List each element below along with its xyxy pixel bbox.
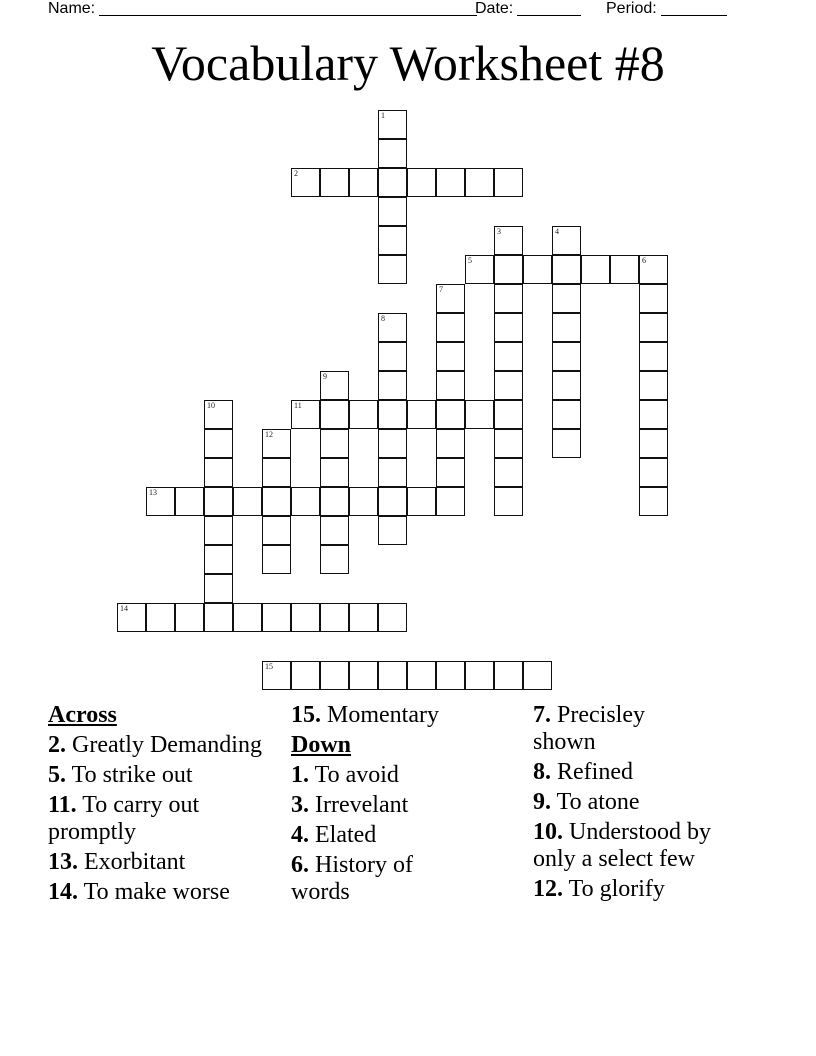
clue-number: 1. [291, 762, 309, 788]
crossword-cell[interactable] [465, 400, 494, 429]
crossword-cell[interactable] [262, 661, 291, 690]
crossword-cell[interactable] [494, 284, 523, 313]
clue-number-label: 2 [294, 169, 298, 178]
crossword-cell[interactable] [407, 400, 436, 429]
clue-down-4 [291, 822, 491, 849]
clue-column-3 [533, 702, 748, 906]
clue-text: To glorify [568, 876, 665, 902]
clue-number-label: 11 [294, 401, 302, 410]
clue-number-label: 9 [323, 372, 327, 381]
crossword-cell[interactable] [494, 255, 523, 284]
crossword-cell[interactable] [436, 429, 465, 458]
clue-number-label: 12 [265, 430, 273, 439]
crossword-cell[interactable] [407, 661, 436, 690]
clue-across-13 [48, 849, 278, 876]
crossword-cell[interactable] [320, 603, 349, 632]
clue-number: 14. [48, 879, 78, 905]
clue-text: Understood by only a select few [533, 819, 711, 872]
crossword-cell[interactable] [204, 487, 233, 516]
crossword-cell[interactable] [320, 458, 349, 487]
crossword-cell[interactable] [639, 371, 668, 400]
clue-number: 10. [533, 819, 563, 845]
crossword-cell[interactable] [291, 400, 320, 429]
crossword-cell[interactable] [175, 603, 204, 632]
clue-text: Momentary [327, 702, 439, 728]
clue-column-1 [48, 702, 278, 909]
crossword-cell[interactable] [320, 429, 349, 458]
crossword-cell[interactable] [320, 661, 349, 690]
crossword-cell[interactable] [204, 545, 233, 574]
clue-number-label: 7 [439, 285, 443, 294]
crossword-cell[interactable] [320, 400, 349, 429]
clue-number: 2. [48, 732, 66, 758]
crossword-cell[interactable] [378, 342, 407, 371]
clue-number-label: 8 [381, 314, 385, 323]
name-label: Name: [48, 0, 96, 17]
clue-down-7 [533, 702, 673, 756]
crossword-cell[interactable] [494, 661, 523, 690]
crossword-cell[interactable] [639, 255, 668, 284]
clue-number-label: 4 [555, 227, 559, 236]
crossword-cell[interactable] [175, 487, 204, 516]
crossword-cell[interactable] [552, 342, 581, 371]
clue-text: Irrevelant [315, 792, 409, 818]
crossword-cell[interactable] [291, 661, 320, 690]
clue-down-8 [533, 759, 748, 786]
clue-number-label: 3 [497, 227, 501, 236]
crossword-cell[interactable] [436, 400, 465, 429]
crossword-cell[interactable] [639, 313, 668, 342]
crossword-cell[interactable] [436, 168, 465, 197]
crossword-cell[interactable] [552, 400, 581, 429]
crossword-cell[interactable] [320, 487, 349, 516]
clue-number-label: 1 [381, 111, 385, 120]
crossword-cell[interactable] [552, 429, 581, 458]
crossword-cell[interactable] [639, 400, 668, 429]
crossword-cell[interactable] [204, 603, 233, 632]
crossword-cell[interactable] [494, 429, 523, 458]
period-label: Period: [606, 0, 657, 17]
clue-number: 8. [533, 759, 551, 785]
crossword-cell[interactable] [291, 168, 320, 197]
crossword-cell[interactable] [378, 400, 407, 429]
crossword-cell[interactable] [320, 371, 349, 400]
clue-down-3 [291, 792, 491, 819]
clue-down-9 [533, 789, 748, 816]
crossword-cell[interactable] [378, 603, 407, 632]
clue-number: 7. [533, 702, 551, 728]
clue-number-label: 5 [468, 256, 472, 265]
clue-number: 13. [48, 849, 78, 875]
page-title: Vocabulary Worksheet #8 [151, 35, 665, 91]
crossword-cell[interactable] [233, 603, 262, 632]
clue-down-12 [533, 876, 748, 903]
crossword-cell[interactable] [378, 197, 407, 226]
crossword-cell[interactable] [639, 458, 668, 487]
clue-text: Precisley shown [533, 702, 645, 755]
crossword-cell[interactable] [523, 255, 552, 284]
crossword-cell[interactable] [349, 400, 378, 429]
crossword-cell[interactable] [465, 255, 494, 284]
crossword-cell[interactable] [436, 371, 465, 400]
crossword-cell[interactable] [494, 458, 523, 487]
crossword-cell[interactable] [378, 110, 407, 139]
crossword-cell[interactable] [233, 487, 262, 516]
crossword-cell[interactable] [204, 516, 233, 545]
clue-number-label: 14 [120, 604, 128, 613]
crossword-cell[interactable] [349, 603, 378, 632]
crossword-cell[interactable] [378, 168, 407, 197]
crossword-cell[interactable] [378, 516, 407, 545]
clue-text: To atone [556, 789, 640, 815]
clue-text: Refined [557, 759, 633, 785]
clue-across-11 [48, 792, 278, 846]
crossword-cell[interactable] [552, 284, 581, 313]
clue-across-2 [48, 732, 278, 759]
crossword-cell[interactable] [436, 661, 465, 690]
crossword-cell[interactable] [378, 371, 407, 400]
crossword-cell[interactable] [378, 458, 407, 487]
crossword-cell[interactable] [204, 400, 233, 429]
clue-text: To avoid [314, 762, 399, 788]
crossword-cell[interactable] [407, 487, 436, 516]
crossword-cell[interactable] [436, 458, 465, 487]
crossword-cell[interactable] [378, 139, 407, 168]
crossword-cell[interactable] [146, 487, 175, 516]
clue-across-14 [48, 879, 278, 906]
clue-text: To carry out promptly [48, 792, 200, 845]
clue-text: To make worse [83, 879, 230, 905]
clue-down-6 [291, 852, 441, 906]
crossword-cell[interactable] [436, 342, 465, 371]
clue-number: 15. [291, 702, 321, 728]
crossword-cell[interactable] [262, 603, 291, 632]
clue-number: 3. [291, 792, 309, 818]
crossword-cell[interactable] [465, 168, 494, 197]
crossword-cell[interactable] [436, 487, 465, 516]
crossword-cell[interactable] [639, 487, 668, 516]
crossword-cell[interactable] [146, 603, 175, 632]
crossword-cell[interactable] [320, 168, 349, 197]
crossword-cell[interactable] [552, 371, 581, 400]
crossword-cell[interactable] [494, 487, 523, 516]
clue-text: Elated [315, 822, 377, 848]
crossword-cell[interactable] [581, 255, 610, 284]
crossword-cell[interactable] [523, 661, 552, 690]
clue-text: Greatly Demanding [72, 732, 262, 758]
clue-down-1 [291, 762, 491, 789]
crossword-cell[interactable] [262, 487, 291, 516]
clue-text: History of words [291, 852, 413, 905]
crossword-cell[interactable] [262, 429, 291, 458]
clue-number: 11. [48, 792, 77, 818]
clue-down-10 [533, 819, 748, 873]
crossword-cell[interactable] [494, 342, 523, 371]
crossword-cell[interactable] [436, 284, 465, 313]
date-label: Date: [475, 0, 514, 17]
crossword-cell[interactable] [320, 545, 349, 574]
crossword-cell[interactable] [349, 661, 378, 690]
crossword-cell[interactable] [117, 603, 146, 632]
clue-number: 4. [291, 822, 309, 848]
crossword-cell[interactable] [378, 487, 407, 516]
crossword-cell[interactable] [378, 429, 407, 458]
crossword-cell[interactable] [552, 226, 581, 255]
crossword-cell[interactable] [639, 429, 668, 458]
crossword-cell[interactable] [204, 574, 233, 603]
clue-text: Exorbitant [84, 849, 186, 875]
crossword-cell[interactable] [262, 516, 291, 545]
clue-number: 12. [533, 876, 563, 902]
crossword-cell[interactable] [494, 168, 523, 197]
clue-number: 6. [291, 852, 309, 878]
crossword-cell[interactable] [494, 400, 523, 429]
clue-column-2 [291, 702, 491, 909]
crossword-cell[interactable] [494, 371, 523, 400]
crossword-cell[interactable] [291, 603, 320, 632]
crossword-cell[interactable] [494, 313, 523, 342]
clue-number-label: 13 [149, 488, 157, 497]
crossword-cell[interactable] [552, 255, 581, 284]
clue-number-label: 6 [642, 256, 646, 265]
crossword-cell[interactable] [378, 255, 407, 284]
crossword-cell[interactable] [494, 226, 523, 255]
crossword-cell[interactable] [378, 661, 407, 690]
clue-text: To strike out [71, 762, 193, 788]
clue-number-label: 10 [207, 401, 215, 410]
crossword-cell[interactable] [262, 545, 291, 574]
down-heading: Down [291, 732, 352, 758]
crossword-cell[interactable] [436, 313, 465, 342]
crossword-cell[interactable] [204, 429, 233, 458]
clue-across-5 [48, 762, 278, 789]
crossword-cell[interactable] [320, 516, 349, 545]
crossword-cell[interactable] [552, 313, 581, 342]
crossword-cell[interactable] [291, 487, 320, 516]
clue-number: 9. [533, 789, 551, 815]
crossword-cell[interactable] [610, 255, 639, 284]
crossword-cell[interactable] [349, 168, 378, 197]
crossword-cell[interactable] [262, 458, 291, 487]
crossword-cell[interactable] [407, 168, 436, 197]
crossword-cell[interactable] [378, 313, 407, 342]
clue-number-label: 15 [265, 662, 273, 671]
crossword-cell[interactable] [349, 487, 378, 516]
crossword-cell[interactable] [639, 342, 668, 371]
crossword-cell[interactable] [465, 661, 494, 690]
across-heading: Across [48, 702, 117, 728]
crossword-cell[interactable] [204, 458, 233, 487]
crossword-cell[interactable] [378, 226, 407, 255]
clue-number: 5. [48, 762, 66, 788]
clue-across-15 [291, 702, 491, 729]
crossword-cell[interactable] [639, 284, 668, 313]
